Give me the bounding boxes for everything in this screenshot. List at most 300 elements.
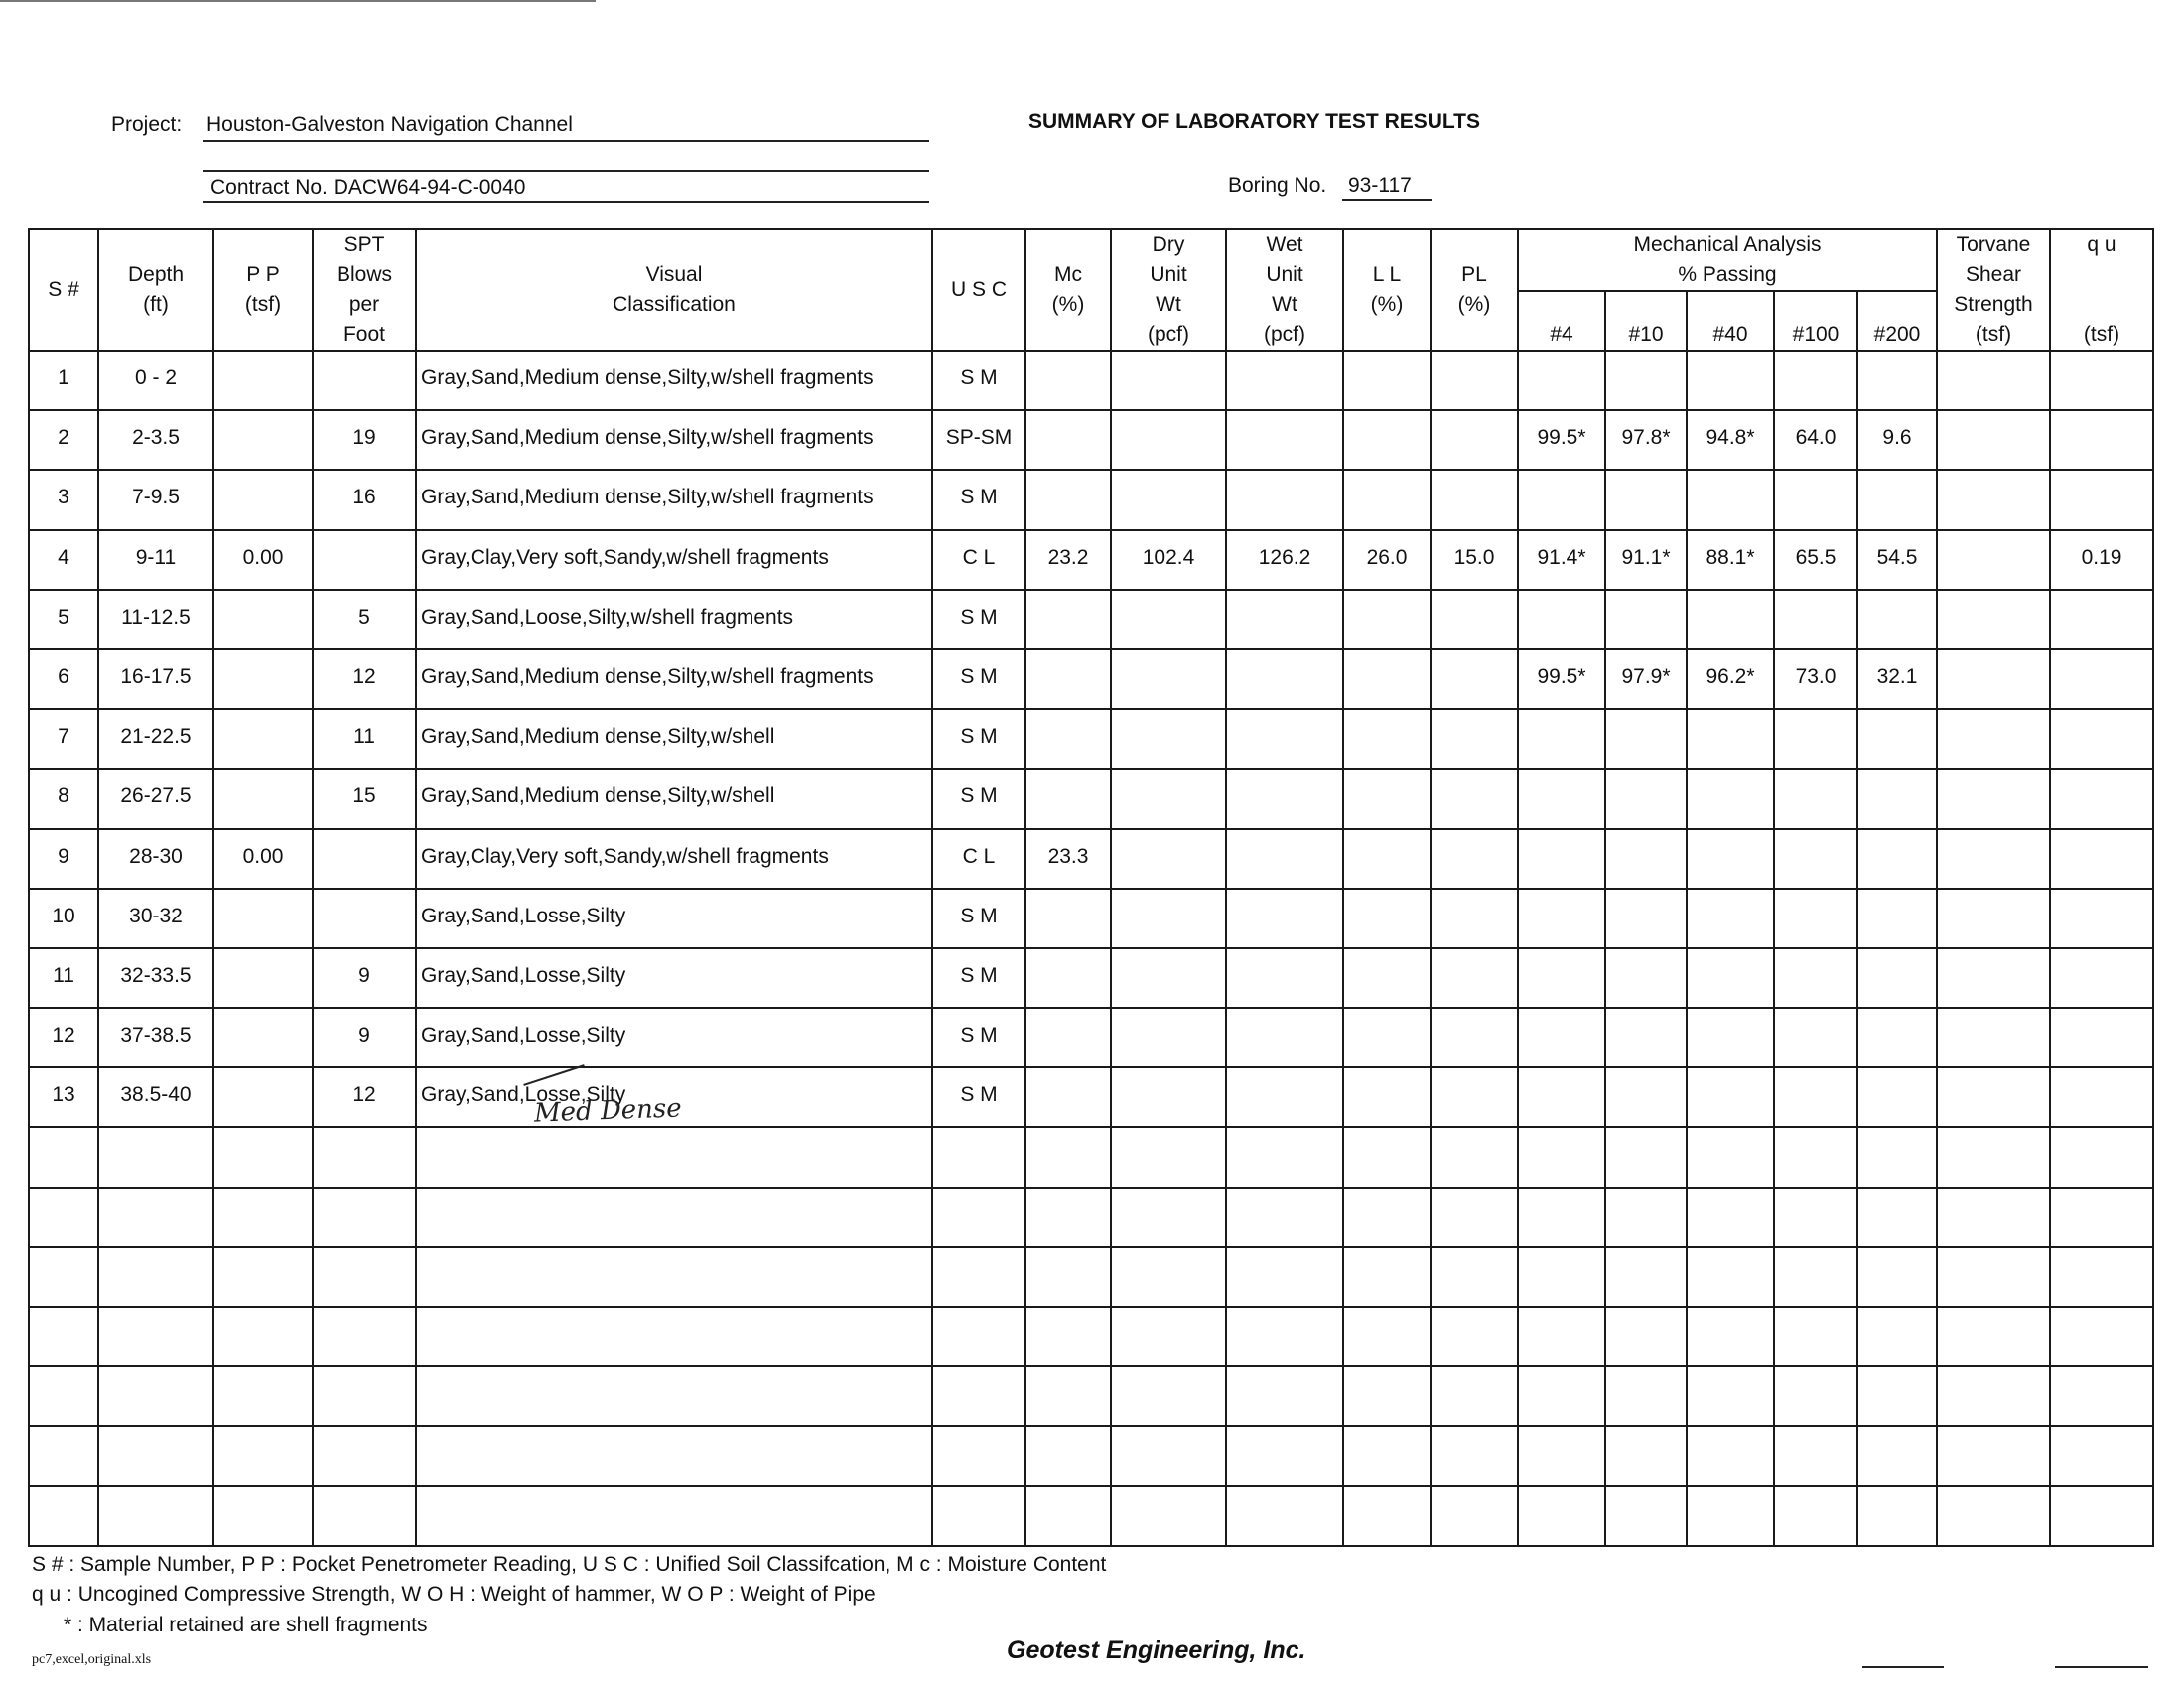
cell-pp	[213, 889, 313, 948]
col-header-pl-unit: (%)	[1457, 293, 1491, 316]
cell-p4	[1518, 829, 1605, 889]
cell-p100: 64.0	[1774, 410, 1857, 470]
col-header-dry-unit-wt	[1111, 229, 1226, 351]
blank-cell	[313, 1486, 416, 1546]
cell-tor	[1937, 1008, 2050, 1067]
cell-wet	[1226, 829, 1343, 889]
cell-cls: Gray,Clay,Very soft,Sandy,w/shell fragments	[416, 530, 932, 590]
cell-wet	[1226, 1008, 1343, 1067]
blank-cell	[1605, 1307, 1687, 1366]
blank-table-row	[29, 1426, 2153, 1485]
blank-cell	[1226, 1426, 1343, 1485]
blank-cell	[1111, 1486, 1226, 1546]
cell-qu	[2050, 709, 2153, 769]
cell-wet	[1226, 470, 1343, 529]
cell-p200	[1857, 709, 1937, 769]
cell-depth: 16-17.5	[98, 649, 213, 709]
col-header-pp	[213, 229, 313, 351]
col-header-wet-line2: Unit	[1266, 263, 1303, 286]
cell-s: 7	[29, 709, 98, 769]
blank-cell	[1774, 1307, 1857, 1366]
file-name: pc7,excel,original.xls	[32, 1652, 152, 1667]
blank-cell	[213, 1486, 313, 1546]
cell-p4	[1518, 709, 1605, 769]
col-header-usc	[932, 229, 1025, 351]
cell-dry: 102.4	[1111, 530, 1226, 590]
cell-wet	[1226, 590, 1343, 649]
col-header-spt-line1: SPT	[343, 233, 385, 256]
col-header-mechanical-analysis	[1518, 229, 1937, 291]
cell-p4	[1518, 470, 1605, 529]
cell-mc: 23.2	[1025, 530, 1111, 590]
col-header-dry-line4: (pcf)	[1148, 323, 1189, 346]
blank-cell	[2050, 1366, 2153, 1426]
cell-pp	[213, 948, 313, 1008]
cell-qu	[2050, 829, 2153, 889]
cell-spt: 12	[313, 649, 416, 709]
cell-pp	[213, 709, 313, 769]
signature-line-1	[1862, 1666, 1944, 1668]
blank-cell	[213, 1188, 313, 1247]
cell-s: 8	[29, 769, 98, 828]
signature-line-2	[2055, 1666, 2148, 1668]
cell-usc: S M	[932, 470, 1025, 529]
cell-tor	[1937, 1067, 2050, 1127]
cell-p4	[1518, 948, 1605, 1008]
cell-p200	[1857, 889, 1937, 948]
cell-depth: 30-32	[98, 889, 213, 948]
blank-table-row	[29, 1486, 2153, 1546]
blank-cell	[29, 1426, 98, 1485]
table-row	[29, 590, 2153, 649]
col-header-qu	[2050, 229, 2153, 351]
blank-cell	[1687, 1426, 1774, 1485]
blank-cell	[1605, 1247, 1687, 1307]
cell-p40	[1687, 1067, 1774, 1127]
footnote-legend-2: q u : Uncogined Compressive Strength, W O H : Weight of hammer, W O P : Weight of Pipe	[32, 1583, 876, 1606]
cell-pl	[1431, 649, 1518, 709]
cell-pp	[213, 1067, 313, 1127]
blank-cell	[1025, 1486, 1111, 1546]
cell-p4: 99.5*	[1518, 649, 1605, 709]
cell-pp	[213, 410, 313, 470]
cell-p100	[1774, 1067, 1857, 1127]
cell-wet	[1226, 709, 1343, 769]
cell-qu	[2050, 590, 2153, 649]
blank-cell	[2050, 1247, 2153, 1307]
cell-ll	[1343, 1008, 1431, 1067]
cell-cls: Gray,Clay,Very soft,Sandy,w/shell fragments	[416, 829, 932, 889]
blank-cell	[1687, 1188, 1774, 1247]
col-header-sieve-4: #4	[1518, 291, 1605, 351]
contract-overline	[203, 170, 929, 172]
cell-usc: S M	[932, 769, 1025, 828]
blank-cell	[1937, 1247, 2050, 1307]
cell-p10	[1605, 470, 1687, 529]
top-edge-mark	[0, 0, 596, 2]
boring-underline	[1342, 199, 1432, 201]
cell-p4	[1518, 1008, 1605, 1067]
cell-p100	[1774, 769, 1857, 828]
col-header-tor-line1: Torvane	[1956, 233, 2031, 256]
cell-p40	[1687, 948, 1774, 1008]
cell-usc: S M	[932, 590, 1025, 649]
cell-depth: 38.5-40	[98, 1067, 213, 1127]
blank-cell	[1937, 1127, 2050, 1187]
blank-cell	[2050, 1307, 2153, 1366]
blank-cell	[416, 1127, 932, 1187]
footnote-legend-3: * : Material retained are shell fragments	[64, 1614, 428, 1636]
cell-depth: 37-38.5	[98, 1008, 213, 1067]
cell-p10	[1605, 769, 1687, 828]
cell-ll	[1343, 410, 1431, 470]
blank-cell	[1343, 1247, 1431, 1307]
table-row	[29, 709, 2153, 769]
blank-cell	[213, 1307, 313, 1366]
cell-pl	[1431, 1067, 1518, 1127]
col-header-dry-line3: Wt	[1156, 293, 1181, 316]
cell-p200	[1857, 1008, 1937, 1067]
blank-cell	[1025, 1127, 1111, 1187]
cell-usc: S M	[932, 889, 1025, 948]
blank-cell	[1111, 1426, 1226, 1485]
cell-s: 5	[29, 590, 98, 649]
project-name: Houston-Galveston Navigation Channel	[206, 113, 573, 136]
table-row	[29, 530, 2153, 590]
col-header-sample	[29, 229, 98, 351]
cell-p200	[1857, 1067, 1937, 1127]
blank-cell	[29, 1188, 98, 1247]
blank-cell	[932, 1307, 1025, 1366]
blank-cell	[2050, 1426, 2153, 1485]
blank-cell	[1857, 1426, 1937, 1485]
blank-cell	[1111, 1366, 1226, 1426]
cell-qu	[2050, 1067, 2153, 1127]
blank-table-row	[29, 1127, 2153, 1187]
cell-p200	[1857, 470, 1937, 529]
col-header-pl-text: PL	[1461, 263, 1487, 286]
blank-cell	[1226, 1188, 1343, 1247]
cell-tor	[1937, 649, 2050, 709]
cell-dry	[1111, 649, 1226, 709]
cell-ll	[1343, 829, 1431, 889]
cell-p40	[1687, 769, 1774, 828]
blank-cell	[932, 1366, 1025, 1426]
blank-cell	[1605, 1366, 1687, 1426]
blank-cell	[1857, 1247, 1937, 1307]
cell-p4	[1518, 590, 1605, 649]
cell-cls: Gray,Sand,Losse,Silty	[416, 1008, 932, 1067]
blank-cell	[1857, 1127, 1937, 1187]
cell-ll	[1343, 889, 1431, 948]
project-underline	[203, 140, 929, 142]
cell-p40: 96.2*	[1687, 649, 1774, 709]
cell-pl	[1431, 889, 1518, 948]
cell-ll	[1343, 649, 1431, 709]
cell-spt: 12	[313, 1067, 416, 1127]
cell-qu	[2050, 470, 2153, 529]
cell-dry	[1111, 948, 1226, 1008]
blank-cell	[1343, 1486, 1431, 1546]
cell-wet: 126.2	[1226, 530, 1343, 590]
blank-cell	[932, 1426, 1025, 1485]
cell-spt: 9	[313, 1008, 416, 1067]
blank-cell	[1431, 1188, 1518, 1247]
col-header-mech-line2: % Passing	[1678, 263, 1777, 286]
cell-p10: 97.8*	[1605, 410, 1687, 470]
blank-cell	[1518, 1247, 1605, 1307]
cell-mc	[1025, 410, 1111, 470]
cell-p100: 65.5	[1774, 530, 1857, 590]
cell-dry	[1111, 351, 1226, 410]
cell-p200: 32.1	[1857, 649, 1937, 709]
cell-spt	[313, 889, 416, 948]
cell-usc: SP-SM	[932, 410, 1025, 470]
blank-cell	[416, 1307, 932, 1366]
blank-cell	[313, 1127, 416, 1187]
cell-s: 1	[29, 351, 98, 410]
cell-ll	[1343, 709, 1431, 769]
blank-cell	[313, 1247, 416, 1307]
cell-p200	[1857, 948, 1937, 1008]
cell-depth: 28-30	[98, 829, 213, 889]
cell-pp	[213, 590, 313, 649]
blank-cell	[1025, 1426, 1111, 1485]
blank-cell	[416, 1486, 932, 1546]
cell-p200	[1857, 769, 1937, 828]
blank-cell	[1343, 1127, 1431, 1187]
cell-p200: 54.5	[1857, 530, 1937, 590]
cell-mc	[1025, 709, 1111, 769]
cell-ll	[1343, 351, 1431, 410]
cell-qu	[2050, 649, 2153, 709]
blank-cell	[1518, 1127, 1605, 1187]
table-row	[29, 351, 2153, 410]
company-name: Geotest Engineering, Inc.	[1007, 1636, 1306, 1664]
col-header-depth	[98, 229, 213, 351]
blank-cell	[1431, 1366, 1518, 1426]
blank-cell	[1111, 1127, 1226, 1187]
blank-cell	[98, 1188, 213, 1247]
cell-cls: Gray,Sand,Loose,Silty,w/shell fragments	[416, 590, 932, 649]
cell-tor	[1937, 590, 2050, 649]
cell-p200	[1857, 351, 1937, 410]
blank-table-row	[29, 1247, 2153, 1307]
blank-cell	[213, 1247, 313, 1307]
cell-p10	[1605, 829, 1687, 889]
cell-spt: 19	[313, 410, 416, 470]
col-header-ll	[1343, 229, 1431, 351]
cell-pp	[213, 470, 313, 529]
cell-p4	[1518, 769, 1605, 828]
col-header-tor-line4: (tsf)	[1975, 323, 2012, 346]
col-header-qu-unit: (tsf)	[2083, 323, 2120, 346]
cell-usc: C L	[932, 829, 1025, 889]
blank-cell	[1431, 1486, 1518, 1546]
cell-dry	[1111, 889, 1226, 948]
cell-pl	[1431, 829, 1518, 889]
blank-cell	[1431, 1307, 1518, 1366]
cell-p4: 91.4*	[1518, 530, 1605, 590]
blank-cell	[1605, 1426, 1687, 1485]
blank-cell	[29, 1486, 98, 1546]
cell-p10: 91.1*	[1605, 530, 1687, 590]
cell-s: 3	[29, 470, 98, 529]
cell-pl	[1431, 948, 1518, 1008]
cell-usc: S M	[932, 709, 1025, 769]
cell-pl	[1431, 769, 1518, 828]
cell-p10: 97.9*	[1605, 649, 1687, 709]
cell-depth: 9-11	[98, 530, 213, 590]
blank-cell	[313, 1366, 416, 1426]
table-row	[29, 948, 2153, 1008]
cell-p200	[1857, 590, 1937, 649]
col-header-mc	[1025, 229, 1111, 351]
col-header-mc-text: Mc	[1054, 263, 1082, 286]
cell-cls: Gray,Sand,Losse,Silty	[416, 889, 932, 948]
cell-ll	[1343, 1067, 1431, 1127]
cell-p40	[1687, 351, 1774, 410]
cell-wet	[1226, 1067, 1343, 1127]
table-row	[29, 1067, 2153, 1127]
cell-mc	[1025, 351, 1111, 410]
cell-dry	[1111, 470, 1226, 529]
blank-cell	[1774, 1486, 1857, 1546]
blank-cell	[313, 1426, 416, 1485]
cell-p4	[1518, 1067, 1605, 1127]
boring-number: 93-117	[1348, 174, 1412, 197]
blank-cell	[2050, 1127, 2153, 1187]
col-header-wet-line4: (pcf)	[1264, 323, 1305, 346]
blank-cell	[932, 1486, 1025, 1546]
cell-dry	[1111, 410, 1226, 470]
cell-s: 9	[29, 829, 98, 889]
blank-cell	[1518, 1307, 1605, 1366]
cell-spt: 16	[313, 470, 416, 529]
cell-qu	[2050, 948, 2153, 1008]
cell-p10	[1605, 590, 1687, 649]
cell-wet	[1226, 351, 1343, 410]
blank-cell	[416, 1366, 932, 1426]
blank-cell	[1431, 1247, 1518, 1307]
cell-pl	[1431, 351, 1518, 410]
cell-cls: Gray,Sand,Losse,Silty	[416, 1067, 932, 1127]
cell-mc	[1025, 590, 1111, 649]
cell-depth: 11-12.5	[98, 590, 213, 649]
cell-tor	[1937, 889, 2050, 948]
report-title: SUMMARY OF LABORATORY TEST RESULTS	[1028, 110, 1481, 133]
cell-mc	[1025, 948, 1111, 1008]
cell-pp	[213, 769, 313, 828]
cell-dry	[1111, 1067, 1226, 1127]
cell-wet	[1226, 889, 1343, 948]
blank-cell	[29, 1307, 98, 1366]
col-header-spt-line3: per	[348, 293, 380, 316]
cell-ll: 26.0	[1343, 530, 1431, 590]
col-header-spt-line4: Foot	[342, 323, 386, 346]
cell-pl	[1431, 470, 1518, 529]
cell-pp: 0.00	[213, 530, 313, 590]
blank-cell	[1605, 1486, 1687, 1546]
cell-qu	[2050, 889, 2153, 948]
blank-cell	[1774, 1366, 1857, 1426]
col-header-wet-line1: Wet	[1266, 233, 1303, 256]
cell-p100	[1774, 889, 1857, 948]
cell-cls: Gray,Sand,Medium dense,Silty,w/shell	[416, 769, 932, 828]
blank-cell	[1774, 1127, 1857, 1187]
cell-p40	[1687, 590, 1774, 649]
table-row	[29, 410, 2153, 470]
cell-cls: Gray,Sand,Medium dense,Silty,w/shell fragments	[416, 351, 932, 410]
cell-depth: 26-27.5	[98, 769, 213, 828]
blank-cell	[98, 1247, 213, 1307]
cell-mc	[1025, 470, 1111, 529]
cell-spt: 9	[313, 948, 416, 1008]
cell-qu	[2050, 769, 2153, 828]
blank-cell	[1687, 1307, 1774, 1366]
blank-cell	[1857, 1366, 1937, 1426]
cell-p200	[1857, 829, 1937, 889]
col-header-mech-line1: Mechanical Analysis	[1633, 233, 1822, 256]
cell-mc	[1025, 769, 1111, 828]
blank-cell	[932, 1247, 1025, 1307]
table-row	[29, 889, 2153, 948]
cell-qu	[2050, 1008, 2153, 1067]
col-header-sieve-200: #200	[1857, 291, 1937, 351]
blank-cell	[1226, 1307, 1343, 1366]
blank-cell	[932, 1188, 1025, 1247]
cell-pl: 15.0	[1431, 530, 1518, 590]
cell-s: 13	[29, 1067, 98, 1127]
blank-cell	[416, 1188, 932, 1247]
cell-tor	[1937, 530, 2050, 590]
cell-p10	[1605, 709, 1687, 769]
cell-p10	[1605, 351, 1687, 410]
cell-spt	[313, 351, 416, 410]
cell-spt: 11	[313, 709, 416, 769]
blank-cell	[416, 1247, 932, 1307]
cell-pl	[1431, 1008, 1518, 1067]
cell-usc: S M	[932, 1067, 1025, 1127]
blank-cell	[1025, 1188, 1111, 1247]
cell-p100	[1774, 470, 1857, 529]
blank-cell	[1111, 1188, 1226, 1247]
cell-p40: 94.8*	[1687, 410, 1774, 470]
blank-cell	[313, 1188, 416, 1247]
project-label: Project:	[111, 113, 183, 136]
blank-cell	[29, 1366, 98, 1426]
cell-depth: 2-3.5	[98, 410, 213, 470]
cell-wet	[1226, 769, 1343, 828]
table-row	[29, 769, 2153, 828]
cell-tor	[1937, 351, 2050, 410]
cell-p100: 73.0	[1774, 649, 1857, 709]
blank-cell	[1431, 1127, 1518, 1187]
cell-depth: 0 - 2	[98, 351, 213, 410]
blank-cell	[1025, 1307, 1111, 1366]
cell-qu	[2050, 410, 2153, 470]
col-header-spt-line2: Blows	[336, 263, 393, 286]
cell-s: 10	[29, 889, 98, 948]
blank-cell	[2050, 1188, 2153, 1247]
cell-p40	[1687, 1008, 1774, 1067]
blank-cell	[1226, 1127, 1343, 1187]
cell-pp	[213, 649, 313, 709]
blank-cell	[98, 1426, 213, 1485]
cell-s: 4	[29, 530, 98, 590]
col-header-ll-unit: (%)	[1370, 293, 1404, 316]
blank-cell	[98, 1366, 213, 1426]
